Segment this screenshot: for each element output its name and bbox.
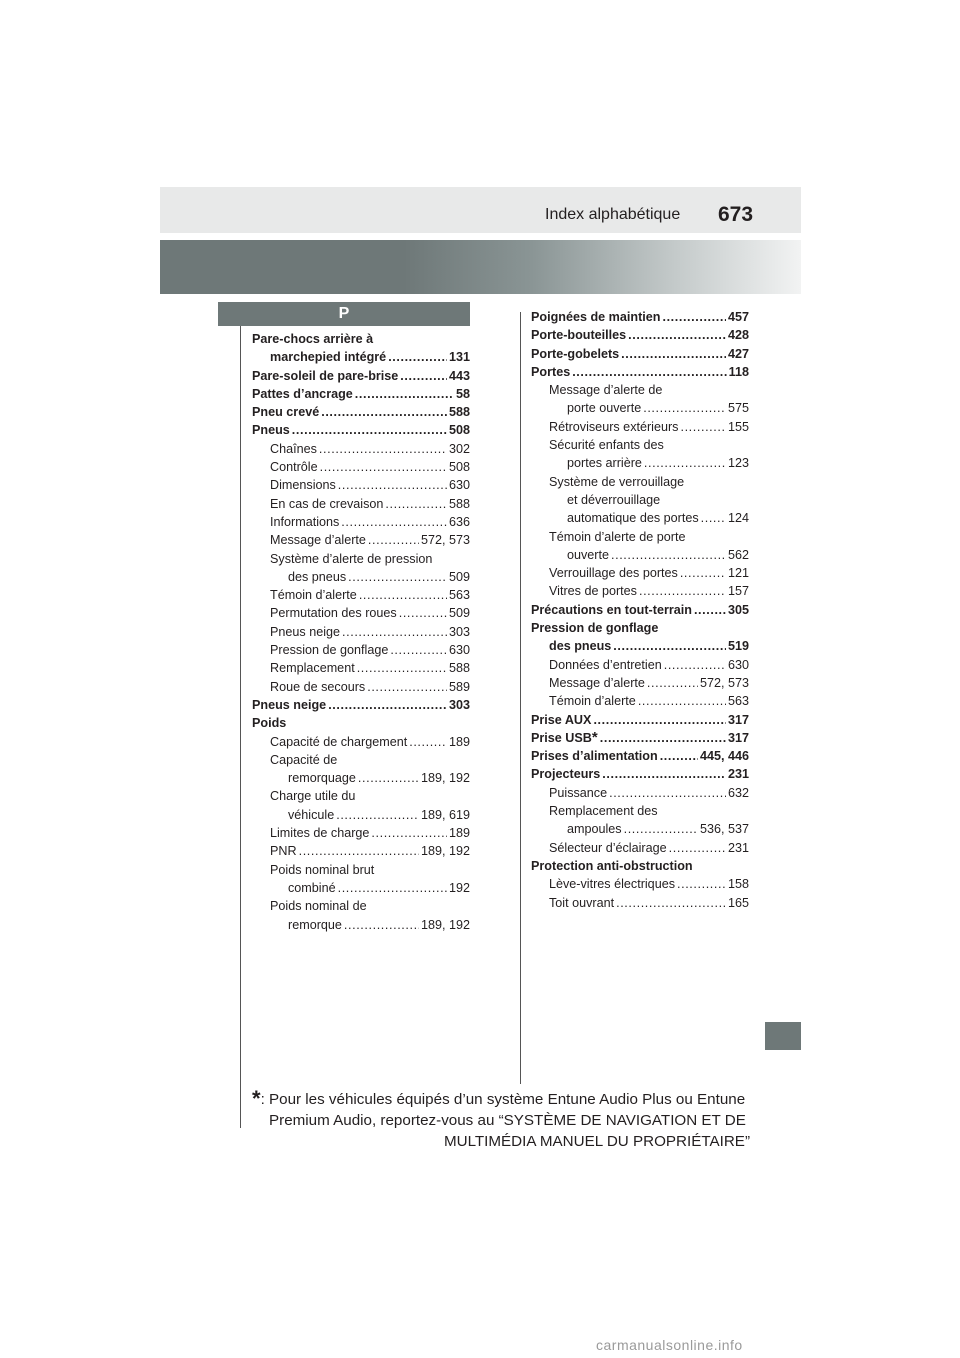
dot-leader bbox=[616, 894, 726, 912]
index-entry-text: Remplacement des bbox=[549, 804, 658, 819]
index-entry bbox=[531, 894, 749, 912]
dot-leader bbox=[385, 495, 447, 513]
index-entry bbox=[252, 586, 470, 604]
index-entry-text: Pneu crevé bbox=[252, 405, 320, 420]
index-page-ref: 123 bbox=[727, 456, 749, 471]
index-entry bbox=[531, 381, 749, 399]
dot-leader bbox=[643, 399, 726, 417]
index-entry bbox=[252, 659, 470, 677]
index-page-ref: 572, 573 bbox=[420, 533, 470, 548]
index-entry-text: Pattes d’ancrage bbox=[252, 386, 353, 401]
index-column-right bbox=[531, 308, 749, 912]
index-page-ref: 457 bbox=[727, 310, 749, 324]
index-entry bbox=[531, 637, 749, 655]
left-column-rule bbox=[240, 302, 241, 1128]
index-entry bbox=[252, 513, 470, 531]
index-page-ref: 536, 537 bbox=[699, 822, 749, 837]
index-entry-text: Rétroviseurs extérieurs bbox=[549, 419, 679, 434]
index-page-ref: 572, 573 bbox=[699, 675, 749, 690]
index-entry bbox=[252, 879, 470, 897]
index-entry: Prise USB * ..... 317 bbox=[531, 729, 749, 747]
index-entry-text: Dimensions bbox=[270, 478, 336, 493]
index-entry bbox=[531, 491, 749, 509]
footnote bbox=[252, 1088, 750, 1152]
index-entry-text: combiné bbox=[288, 880, 336, 895]
index-entry bbox=[252, 861, 470, 879]
dot-leader bbox=[680, 564, 726, 582]
index-column-left bbox=[252, 330, 470, 934]
dot-leader bbox=[613, 637, 726, 655]
index-entry bbox=[531, 601, 749, 619]
index-entry-text: remorquage bbox=[288, 771, 356, 786]
index-entry-text: Poids nominal de bbox=[270, 899, 367, 914]
index-entry-text: Pneus bbox=[252, 423, 290, 438]
index-page-ref: 509 bbox=[448, 569, 470, 584]
index-entry bbox=[531, 528, 749, 546]
dot-leader bbox=[609, 784, 726, 802]
index-entry-text: Sécurité enfants des bbox=[549, 438, 664, 453]
dot-leader bbox=[338, 879, 447, 897]
dot-leader bbox=[638, 692, 726, 710]
index-entry-text: Poids nominal brut bbox=[270, 862, 375, 877]
index-entry bbox=[252, 916, 470, 934]
dot-leader bbox=[628, 326, 726, 344]
index-entry-text: ampoules bbox=[567, 822, 622, 837]
index-page-ref: 427 bbox=[727, 346, 749, 361]
index-entry bbox=[531, 656, 749, 674]
index-page-ref: 589 bbox=[448, 679, 470, 694]
index-entry-text: véhicule bbox=[288, 807, 335, 822]
index-entry-text: Portes bbox=[531, 364, 571, 379]
index-entry bbox=[531, 473, 749, 491]
index-entry-text: Informations bbox=[270, 514, 340, 529]
index-page-ref: 305 bbox=[727, 602, 749, 617]
index-entry-text: Toit ouvrant bbox=[549, 895, 615, 910]
index-page-ref: 118 bbox=[728, 364, 749, 379]
index-entry-text: PNR bbox=[270, 844, 297, 859]
dot-leader bbox=[348, 568, 447, 586]
index-page-ref: 121 bbox=[727, 566, 749, 581]
index-entry-text: porte ouverte bbox=[567, 401, 642, 416]
header-banner bbox=[160, 240, 801, 294]
index-entry-text: ouverte bbox=[567, 547, 610, 562]
index-entry-text: Permutation des roues bbox=[270, 606, 397, 621]
index-entry-text: remorque bbox=[288, 917, 342, 932]
index-entry-text: Message d’alerte bbox=[549, 675, 645, 690]
index-page-ref: 445, 446 bbox=[699, 749, 749, 764]
dot-leader bbox=[388, 348, 447, 366]
index-entry-text: Vitres de portes bbox=[549, 584, 637, 599]
dot-leader bbox=[593, 711, 726, 729]
index-entry-text: Projecteurs bbox=[531, 767, 601, 782]
index-entry bbox=[531, 345, 749, 363]
index-page-ref: 157 bbox=[727, 584, 749, 599]
index-entry bbox=[252, 348, 470, 366]
index-entry bbox=[252, 604, 470, 622]
index-entry-text: Prise USB bbox=[531, 730, 592, 745]
index-entry-text: Témoin d’alerte bbox=[270, 588, 357, 603]
dot-leader bbox=[660, 747, 698, 765]
index-entry bbox=[531, 326, 749, 344]
index-entry bbox=[252, 733, 470, 751]
index-entry-text: Contrôle bbox=[270, 460, 318, 475]
index-entry-text: Message d’alerte de bbox=[549, 383, 663, 398]
index-entry-text: Remplacement bbox=[270, 661, 355, 676]
index-entry bbox=[252, 440, 470, 458]
index-page-ref: 192 bbox=[448, 880, 470, 895]
footnote-text-1: : Pour les véhicules équipés d’un système Entune Audio Plus ou Entune bbox=[260, 1091, 746, 1108]
index-page-ref: 508 bbox=[448, 423, 470, 438]
index-entry bbox=[252, 623, 470, 641]
index-entry-text: Roue de secours bbox=[270, 679, 366, 694]
index-entry bbox=[531, 308, 749, 326]
index-page-ref: 588 bbox=[448, 661, 470, 676]
index-entry-text: Puissance bbox=[549, 785, 608, 800]
index-entry-text: et déverrouillage bbox=[567, 492, 661, 507]
index-entry-text: Pare-chocs arrière à bbox=[252, 332, 374, 346]
index-entry-text: Pneus neige bbox=[270, 624, 341, 639]
dot-leader bbox=[371, 824, 447, 842]
dot-leader bbox=[292, 421, 447, 439]
index-entry-text: Poids bbox=[252, 716, 287, 731]
index-entry-text: marchepied intégré bbox=[270, 350, 387, 365]
index-page-ref: 189, 192 bbox=[420, 844, 470, 859]
dot-leader bbox=[319, 440, 447, 458]
index-entry-text: automatique des portes bbox=[567, 511, 699, 526]
index-page-ref: 124 bbox=[727, 511, 749, 526]
index-entry-text: Verrouillage des portes bbox=[549, 566, 678, 581]
dot-leader bbox=[680, 418, 726, 436]
dot-leader bbox=[336, 806, 419, 824]
footnote-line-1 bbox=[252, 1088, 750, 1110]
dot-leader bbox=[355, 385, 454, 403]
dot-leader bbox=[390, 641, 447, 659]
index-entry-text: Précautions en tout-terrain bbox=[531, 602, 692, 617]
dot-leader bbox=[367, 678, 447, 696]
index-page-ref: 575 bbox=[727, 401, 749, 416]
page-number: 673 bbox=[718, 203, 754, 226]
index-page-ref: 155 bbox=[727, 419, 749, 434]
index-entry-text: Limites de charge bbox=[270, 826, 370, 841]
index-entry bbox=[531, 839, 749, 857]
index-entry bbox=[252, 550, 470, 568]
dot-leader bbox=[368, 531, 419, 549]
index-entry-text: Porte-bouteilles bbox=[531, 328, 627, 343]
header-bar bbox=[160, 187, 801, 233]
dot-leader bbox=[399, 604, 447, 622]
index-page-ref: 630 bbox=[448, 643, 470, 658]
index-page-ref: 508 bbox=[448, 460, 470, 475]
index-entry bbox=[252, 897, 470, 915]
dot-leader bbox=[342, 623, 447, 641]
index-page-ref: 189 bbox=[448, 826, 470, 841]
dot-leader bbox=[320, 458, 447, 476]
index-page-ref: 303 bbox=[448, 697, 470, 712]
index-page-ref: 317 bbox=[727, 730, 749, 745]
watermark: carmanualsonline.info bbox=[596, 1337, 743, 1353]
index-entry bbox=[531, 802, 749, 820]
index-entry-text: Lève-vitres électriques bbox=[549, 877, 675, 892]
index-entry bbox=[252, 403, 470, 421]
index-entry-text: Système d’alerte de pression bbox=[270, 551, 433, 566]
dot-leader bbox=[677, 875, 726, 893]
index-entry bbox=[531, 546, 749, 564]
index-entry-text: des pneus bbox=[288, 569, 347, 584]
dot-leader bbox=[639, 582, 726, 600]
dot-leader bbox=[644, 454, 726, 472]
index-entry-text: des pneus bbox=[549, 639, 612, 654]
dot-leader bbox=[321, 403, 447, 421]
dot-leader bbox=[624, 820, 698, 838]
index-page-ref: 443 bbox=[448, 368, 470, 383]
index-entry-text: Témoin d’alerte bbox=[549, 694, 636, 709]
index-entry bbox=[252, 330, 470, 348]
index-entry bbox=[531, 747, 749, 765]
footnote-star: * bbox=[252, 1086, 261, 1111]
index-entry bbox=[252, 476, 470, 494]
index-page-ref: 588 bbox=[448, 405, 470, 420]
index-page-ref: 630 bbox=[727, 657, 749, 672]
index-page-ref: 189, 192 bbox=[420, 771, 470, 786]
index-entry bbox=[252, 458, 470, 476]
column-divider bbox=[520, 312, 521, 1084]
index-entry-text: Porte-gobelets bbox=[531, 346, 620, 361]
index-entry bbox=[252, 769, 470, 787]
index-page-ref: 189, 619 bbox=[420, 807, 470, 822]
index-entry bbox=[531, 692, 749, 710]
index-entry bbox=[252, 421, 470, 439]
index-entry bbox=[252, 678, 470, 696]
index-entry-text: Protection anti-obstruction bbox=[531, 858, 693, 873]
index-entry bbox=[252, 751, 470, 769]
dot-leader bbox=[572, 363, 726, 381]
index-page-ref: 519 bbox=[727, 639, 749, 654]
dot-leader bbox=[611, 546, 726, 564]
index-entry-text: Pneus neige bbox=[252, 697, 327, 712]
index-page-ref: 317 bbox=[727, 712, 749, 727]
index-page-ref: 303 bbox=[448, 624, 470, 639]
dot-leader bbox=[647, 674, 698, 692]
index-entry bbox=[531, 399, 749, 417]
index-page-ref: 428 bbox=[727, 328, 749, 343]
dot-leader bbox=[338, 476, 447, 494]
index-entry bbox=[531, 784, 749, 802]
index-entry-text: Pression de gonflage bbox=[270, 643, 389, 658]
index-entry-text: Charge utile du bbox=[270, 789, 356, 804]
index-entry-text: Capacité de chargement bbox=[270, 734, 408, 749]
dot-leader bbox=[662, 308, 726, 326]
index-entry-text: Pare-soleil de pare-brise bbox=[252, 368, 399, 383]
index-page-ref: 131 bbox=[448, 350, 470, 365]
index-entry-text: Données d’entretien bbox=[549, 657, 662, 672]
index-entry-text: Message d’alerte bbox=[270, 533, 366, 548]
index-entry bbox=[531, 509, 749, 527]
dot-leader bbox=[344, 916, 419, 934]
index-entry bbox=[531, 820, 749, 838]
index-page-ref: 630 bbox=[448, 478, 470, 493]
index-entry bbox=[531, 564, 749, 582]
index-entry-text: Pression de gonflage bbox=[531, 621, 659, 636]
dot-leader bbox=[600, 729, 726, 747]
index-entry bbox=[252, 714, 470, 732]
index-entry bbox=[252, 696, 470, 714]
index-entry bbox=[252, 842, 470, 860]
index-entry-text: Capacité de bbox=[270, 752, 338, 767]
dot-leader bbox=[694, 601, 726, 619]
index-entry bbox=[252, 367, 470, 385]
dot-leader bbox=[669, 839, 726, 857]
index-page-ref: 231 bbox=[727, 840, 749, 855]
index-letter-header: P bbox=[218, 302, 470, 326]
index-entry-text: En cas de crevaison bbox=[270, 496, 384, 511]
index-page-ref: 563 bbox=[727, 694, 749, 709]
index-entry bbox=[531, 418, 749, 436]
index-page-ref: 588 bbox=[448, 496, 470, 511]
index-entry bbox=[252, 568, 470, 586]
index-entry bbox=[252, 806, 470, 824]
index-page-ref: 509 bbox=[448, 606, 470, 621]
dot-leader bbox=[359, 586, 447, 604]
index-entry bbox=[531, 711, 749, 729]
index-page-ref: 58 bbox=[455, 386, 470, 401]
index-page-ref: 562 bbox=[727, 547, 749, 562]
index-entry-text: Chaînes bbox=[270, 441, 317, 456]
index-entry bbox=[531, 363, 749, 381]
dot-leader bbox=[400, 367, 447, 385]
index-entry bbox=[252, 385, 470, 403]
index-page-ref: 158 bbox=[727, 877, 749, 892]
index-entry bbox=[252, 824, 470, 842]
index-entry-text: portes arrière bbox=[567, 456, 642, 471]
index-entry bbox=[531, 436, 749, 454]
dot-leader bbox=[299, 842, 419, 860]
index-entry bbox=[252, 641, 470, 659]
dot-leader bbox=[409, 733, 447, 751]
index-entry bbox=[531, 875, 749, 893]
dot-leader bbox=[358, 769, 419, 787]
index-entry bbox=[252, 787, 470, 805]
index-entry bbox=[252, 531, 470, 549]
dot-leader bbox=[701, 509, 726, 527]
index-page-ref: 632 bbox=[727, 785, 749, 800]
index-entry bbox=[531, 765, 749, 783]
footnote-line-3: MULTIMÉDIA MANUEL DU PROPRIÉTAIRE” bbox=[443, 1133, 750, 1150]
index-entry bbox=[531, 619, 749, 637]
footnote-line-2: Premium Audio, reportez-vous au “SYSTÈME DE NAVIGATION ET DE bbox=[269, 1112, 746, 1129]
chapter-side-tab bbox=[765, 1022, 801, 1050]
index-entry bbox=[531, 857, 749, 875]
dot-leader bbox=[341, 513, 447, 531]
index-entry-text: Prise AUX bbox=[531, 712, 592, 727]
dot-leader bbox=[328, 696, 447, 714]
index-entry bbox=[531, 674, 749, 692]
index-page-ref: 189, 192 bbox=[420, 917, 470, 932]
dot-leader bbox=[664, 656, 726, 674]
index-entry-text: Poignées de maintien bbox=[531, 310, 661, 324]
index-entry bbox=[531, 582, 749, 600]
dot-leader bbox=[621, 345, 726, 363]
index-page-ref: 636 bbox=[448, 514, 470, 529]
index-page-ref: 231 bbox=[727, 767, 749, 782]
dot-leader bbox=[357, 659, 447, 677]
index-entry-text: Témoin d’alerte de porte bbox=[549, 529, 686, 544]
index-page-ref: 302 bbox=[448, 441, 470, 456]
index-page-ref: 189 bbox=[448, 734, 470, 749]
index-entry-text: Prises d’alimentation bbox=[531, 749, 658, 764]
index-entry bbox=[252, 495, 470, 513]
index-entry bbox=[531, 454, 749, 472]
index-page-ref: 165 bbox=[727, 895, 749, 910]
index-entry-text: Sélecteur d’éclairage bbox=[549, 840, 667, 855]
dot-leader bbox=[602, 765, 726, 783]
index-page-ref: 563 bbox=[448, 588, 470, 603]
section-title: Index alphabétique bbox=[545, 206, 681, 223]
index-entry-text: Système de verrouillage bbox=[549, 474, 685, 489]
